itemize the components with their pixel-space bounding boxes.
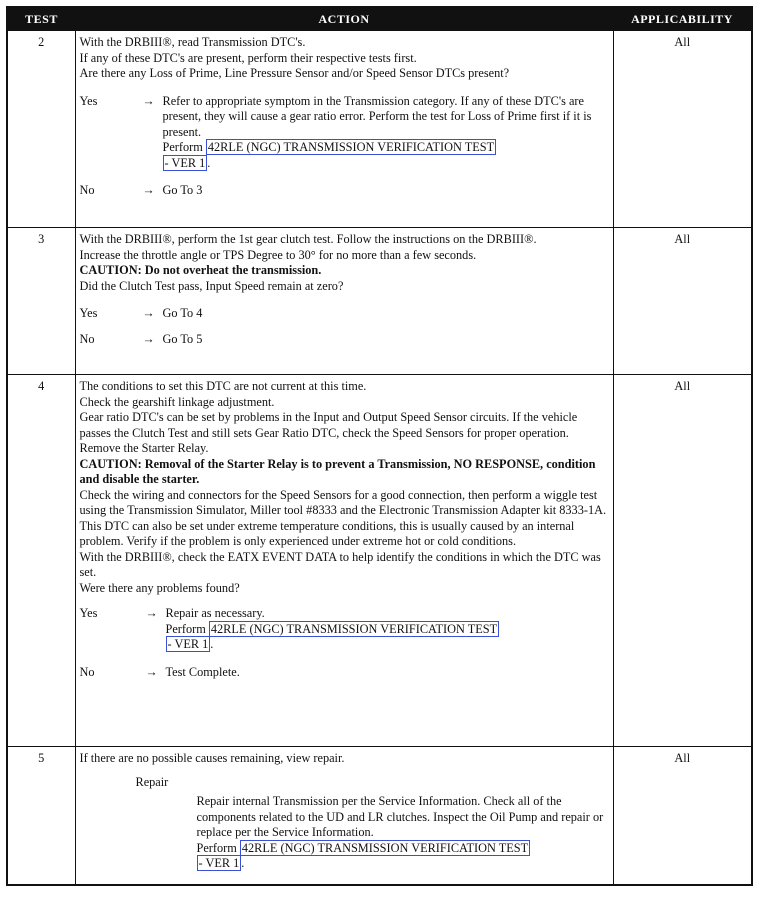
- no-text: Test Complete.: [165, 664, 240, 679]
- action-text: Are there any Loss of Prime, Line Pressure Sensor and/or Speed Sensor DTCs present?: [79, 66, 510, 80]
- verification-test-link-cont[interactable]: - VER 1: [198, 856, 240, 870]
- table-row: [7, 375, 752, 747]
- test-number: 5: [7, 747, 75, 885]
- arrow-icon: →: [142, 183, 155, 197]
- verification-test-link-cont[interactable]: - VER 1: [167, 637, 209, 651]
- diagnostic-table: [6, 6, 753, 886]
- header-test: TEST: [7, 7, 75, 31]
- action-text: If there are no possible causes remaining, view repair.: [79, 751, 345, 765]
- perform-label: Perform: [165, 621, 206, 636]
- test-number: 4: [7, 375, 75, 747]
- table-row: [7, 747, 752, 885]
- repair-body: Repair internal Transmission per the Service Information. Check all of the components related to the UD and LR clutches. Inspect the Oil Pump and repair or replace per the Service Information. Perform 42RLE (NGC) TRANSMISSION VERIFICATION TEST - VER 1 .: [196, 794, 604, 870]
- verification-test-link[interactable]: 42RLE (NGC) TRANSMISSION VERIFICATION TEST: [241, 840, 529, 855]
- arrow-icon: →: [142, 306, 155, 320]
- no-label: No: [79, 183, 95, 197]
- verification-test-link[interactable]: 42RLE (NGC) TRANSMISSION VERIFICATION TEST: [207, 140, 495, 154]
- header-row: [7, 7, 752, 31]
- applicability: All: [613, 747, 752, 885]
- action-text: Remove the Starter Relay.: [79, 441, 209, 455]
- yes-response: [80, 306, 609, 322]
- perform-label: Perform: [196, 840, 237, 855]
- action-text: This DTC can also be set under extreme temperature conditions, this is usually caused by an internal problem. Verify if the problem is only experienced under extreme hot or cold conditions.: [79, 518, 575, 548]
- header-action: ACTION: [75, 7, 613, 31]
- action-text: With the DRBIII®, read Transmission DTC's.: [79, 35, 306, 49]
- yes-response: Yes → Refer to appropriate symptom in the Transmission category. If any of these DTC's are present, they will cause a gear ratio error. Perform the test for Loss of Prime first if it is present. Perform 42RLE (NGC) TRANSMISSION VERIFICATION TEST - VER 1 .: [79, 93, 592, 170]
- no-response: [80, 332, 609, 348]
- table-row: [7, 228, 752, 375]
- action-cell: [75, 375, 613, 747]
- yes-text: Go To 4: [162, 306, 203, 320]
- verification-test-link[interactable]: 42RLE (NGC) TRANSMISSION VERIFICATION TEST: [210, 621, 498, 636]
- applicability: All: [613, 31, 752, 228]
- yes-text: Repair as necessary.: [165, 606, 265, 620]
- arrow-icon: →: [142, 93, 155, 108]
- action-cell: [75, 228, 613, 375]
- perform-label: Perform: [162, 140, 203, 154]
- action-text: With the DRBIII®, perform the 1st gear clutch test. Follow the instructions on the DRBIII®.: [79, 232, 537, 246]
- no-response: [80, 183, 609, 199]
- yes-label: Yes: [79, 93, 98, 108]
- action-cell: [75, 747, 613, 885]
- repair-label: Repair: [135, 774, 169, 789]
- applicability: All: [613, 228, 752, 375]
- arrow-icon: →: [142, 331, 155, 346]
- no-label: No: [79, 331, 95, 346]
- action-text: The conditions to set this DTC are not current at this time.: [79, 379, 367, 393]
- test-number: 2: [7, 31, 75, 228]
- arrow-icon: →: [145, 606, 158, 620]
- test-number: 3: [7, 228, 75, 375]
- no-text: Go To 3: [162, 183, 203, 197]
- action-cell: [75, 31, 613, 228]
- yes-label: Yes: [79, 306, 98, 320]
- caution-text: CAUTION: Do not overheat the transmission.: [79, 263, 322, 277]
- action-text: If any of these DTC's are present, perform their respective tests first.: [79, 50, 417, 65]
- table-row: [7, 31, 752, 228]
- page: [6, 6, 767, 886]
- question-text: Did the Clutch Test pass, Input Speed remain at zero?: [79, 278, 344, 293]
- verification-test-link-cont[interactable]: - VER 1: [164, 155, 206, 170]
- action-text: Check the gearshift linkage adjustment.: [79, 394, 275, 409]
- action-text: Check the wiring and connectors for the Speed Sensors for a good connection, then perform a wiggle test using the Transmission Simulator, Miller tool #8333 and the Electronic Transmission Adapter kit 8333-1A.: [79, 487, 607, 517]
- yes-response: Yes → Repair as necessary. Perform 42RLE (NGC) TRANSMISSION VERIFICATION TEST - VER 1 .: [79, 606, 498, 651]
- question-text: Were there any problems found?: [79, 580, 240, 595]
- repair-text: Repair internal Transmission per the Service Information. Check all of the components related to the UD and LR clutches. Inspect the Oil Pump and repair or replace per the Service Information.: [196, 794, 604, 839]
- arrow-icon: →: [145, 664, 158, 679]
- no-response: [80, 665, 609, 681]
- action-text: With the DRBIII®, check the EATX EVENT DATA to help identify the conditions in which the DTC was set.: [79, 549, 601, 579]
- no-text: Go To 5: [162, 331, 203, 346]
- action-text: Gear ratio DTC's can be set by problems in the Input and Output Speed Sensor circuits. If the vehicle passes the Clutch Test and still sets Gear Ratio DTC, check the Speed Sensors for proper operation.: [79, 410, 578, 440]
- caution-text: CAUTION: Removal of the Starter Relay is to prevent a Transmission, NO RESPONSE, condition and disable the starter.: [79, 456, 596, 486]
- header-applicability: APPLICABILITY: [613, 7, 752, 31]
- yes-label: Yes: [79, 606, 98, 620]
- no-label: No: [79, 664, 95, 679]
- action-text: Increase the throttle angle or TPS Degree to 30° for no more than a few seconds.: [79, 247, 477, 262]
- yes-text: Refer to appropriate symptom in the Transmission category. If any of these DTC's are present, they will cause a gear ratio error. Perform the test for Loss of Prime first if it is present.: [162, 93, 592, 139]
- applicability: All: [613, 375, 752, 747]
